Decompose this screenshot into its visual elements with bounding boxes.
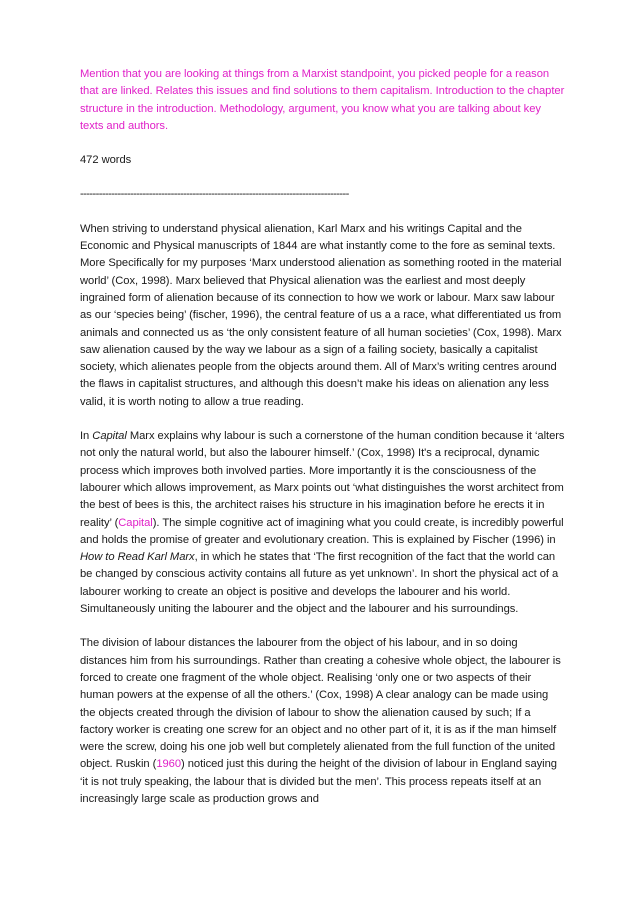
paragraph-physical-alienation: When striving to understand physical alienation, Karl Marx and his writings Capital and the Economic and Physical manuscripts of 1844 are what instantly come to the fore as seminal texts. More Specifically for my purposes ‘Marx understood alienation as something rooted in the material world’ (Cox, 1998). Marx believed that Physical alienation was the earliest and most deeply ingrained form of alienation because of its connection to how we work or labour. Marx saw labour as our ‘species being’ (fischer, 1996), the central feature of us a a race, what differentiated us from animals and connected us as ‘the only consistent feature of all human societies’ (Cox, 1998). Marx saw alienation caused by the way we labour as a sign of a failing society, basically a capitalist society, which alienates people from the objects around them. All of Marx’s writing centres around the flaws in capitalist structures, and although this doesn’t make his ideas on alienation any less valid, it is worth noting to allow a true reading. bbox=[80, 222, 562, 408]
paragraph-capital-labour bbox=[80, 428, 565, 618]
separator-line: -------------------------------------------------------------------------------------- bbox=[80, 188, 349, 201]
document-page bbox=[80, 66, 565, 808]
tutor-note: Mention that you are looking at things from a Marxist standpoint, you picked people for a reason that are linked. Relates this issues and find solutions to them capitalism. Introduction to the chapter structure in the introduction. Methodology, argument, you know what you are talking about key texts and authors. bbox=[80, 68, 565, 132]
paragraph-division-of-labour bbox=[80, 635, 565, 808]
capital-title-italic: Capital bbox=[92, 430, 127, 443]
para2-text-2: Marx explains why labour is such a cornerstone of the human condition because it ‘alters not only the natural world, but also the labourer himself.’ (Cox, 1998) It's a reciprocal, dynamic process which improves both involved parties. More importantly it is the consciousness of the labourer which allows improvement, as Marx points out ‘what distinguishes the worst architect from the best of bees is this, the architect raises his structure in his imagination before he erects it in reality’ ( bbox=[80, 430, 565, 529]
para2-text-4: , in which he states that ‘The first recognition of the fact that the world can be changed by conscious activity contains all future as yet unknown’. In short the physical act of a labourer working to create an object is positive and develops the labourer and his world. Simultaneously uniting the labourer and the object and the labourer and his surroundings. bbox=[80, 551, 559, 616]
ruskin-year-highlight: 1960 bbox=[156, 758, 182, 771]
word-count: 472 words bbox=[80, 154, 132, 167]
para2-text-1: In bbox=[80, 430, 93, 443]
para3-text-1: The division of labour distances the labourer from the object of his labour, and in so doing distances him from his surroundings. Rather than creating a cohesive whole object, the labourer is forced to create one fragment of the whole object. Realising ‘only one or two aspects of their human powers at the expense of all the others.’ (Cox, 1998) A clear analogy can be made using the objects created through the division of labour to show the alienation caused by such; If a factory worker is creating one screw for an object and no other part of it, it is as if the man himself were the screw, doing his one job well but completely alienated from the full function of the united object. Ruskin ( bbox=[80, 637, 561, 771]
para2-text-3: ). The simple cognitive act of imagining what you could create, is incredibly powerful and holds the promise of greater and evolutionary creation. This is explained by Fischer (1996) in bbox=[80, 516, 564, 546]
para3-text-2: ) noticed just this during the height of the division of labour in England saying ‘it is not truly speaking, the labour that is divided but the men’. This process repeats itself at an increasingly large scale as production grows and bbox=[80, 758, 557, 805]
capital-reference-highlight: Capital bbox=[118, 516, 153, 529]
book-title-italic: How to Read Karl Marx bbox=[80, 551, 195, 564]
